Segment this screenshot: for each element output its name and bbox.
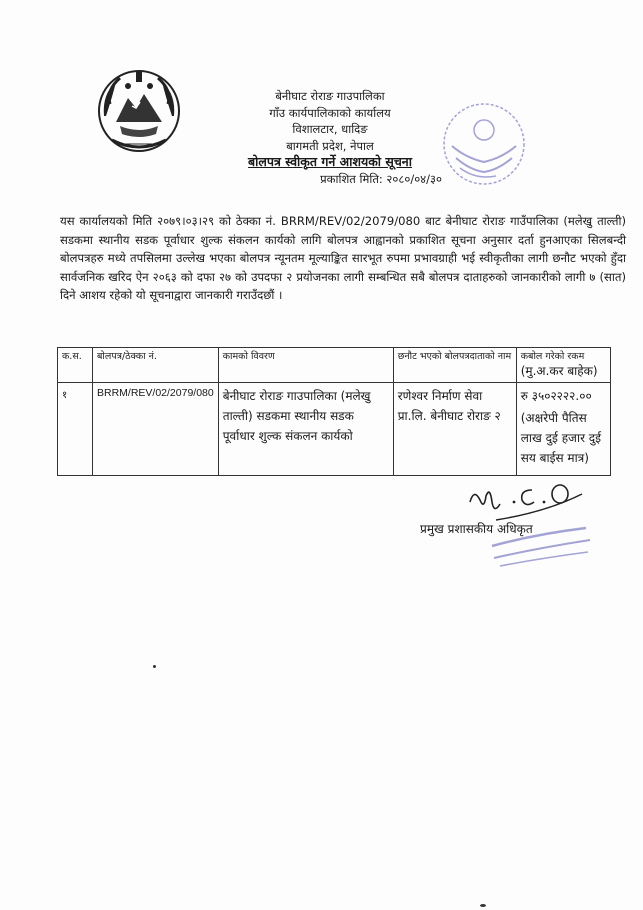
office-header [210,88,450,187]
office-location: विशालटार, धादिङ [292,122,368,136]
header-bidder: छनौट भएको बोलपत्रदाताको नाम [393,348,516,383]
speck-dot [153,665,156,668]
cell-bidder: रणेश्वर निर्माण सेवा प्रा.लि. बेनीघाट रोराङ २ [393,383,516,476]
table-row [58,383,611,476]
signatory-title: प्रमुख प्रशासकीय अधिकृत [420,522,533,536]
cell-contract-no: BRRM/REV/02/2079/080 [93,383,219,476]
header-description: कामको विवरण [218,348,393,383]
notice-title: बोलपत्र स्वीकृत गर्ने आशयको सूचना [248,154,412,169]
header-amount [516,348,610,383]
notice-body [60,212,626,305]
notice-paragraph: यस कार्यालयको मिति २०७९।०३।२९ को ठेक्का नं. BRRM/REV/02/2079/080 बाट बेनीघाट रोराङ गाउँपालिका (मलेखु ताल्ती) सडकमा स्थानीय सडक पूर्वाधार शुल्क संकलन कार्यको लागि बोलपत्र आह्वानको प्रकाशित सूचना अनुसार दर्ता हुनआएका सिलबन्दी बोलपत्रहरु मध्ये तपसिलमा उल्लेख भएका बोलपत्र न्यूनतम मूल्याङ्कित सारभूत रुपमा प्रभावग्राही भई स्वीकृतीका लागी छनौट भएको हुँदा सार्वजनिक खरिद ऐन २०६३ को दफा २७ को उपदफा २ प्रयोजनका लागी सम्बन्धित सबै बोलपत्र दाताहरुको जानकारीको लागी ७ (सात) दिने आशय रहेको यो सूचनाद्वारा जानकारी गराउँदछौं । [60,214,626,303]
province-country: बागमती प्रदेश, नेपाल [286,138,374,153]
header-contract-no: बोलपत्र/ठेक्का नं. [93,348,219,383]
award-table [57,347,611,476]
nepal-emblem-icon [92,64,186,158]
table-header-row [58,348,611,383]
cell-sn: १ [58,383,93,476]
cell-amount [516,383,610,476]
cell-amount-words: (अक्षरेपी पैतिस लाख दुई हजार दुई सय बाईस मात्र) [520,411,602,465]
cell-description: बेनीघाट रोराङ गाउपालिका (मलेखु ताल्ती) सडकमा स्थानीय सडक पूर्वाधार शुल्क संकलन कार्यको [218,383,393,476]
municipality-name: बेनीघाट रोराङ गाउपालिका [275,89,385,103]
speck-dot [480,904,486,907]
cell-amount-figure: रु ३५०२२२२.०० [520,389,592,403]
header-amount-label: कबोल गरेको रकम [520,351,585,362]
header-amount-note: (मु.अ.कर बाहेक) [520,364,598,378]
header-sn: क.स. [58,348,93,383]
published-date: प्रकाशित मिति: २०८०/०४/३० [320,171,442,186]
office-name: गाँउ कार्यपालिकाको कार्यालय [269,105,391,120]
officer-stamp-icon [486,524,596,570]
office-seal-icon [436,96,532,192]
